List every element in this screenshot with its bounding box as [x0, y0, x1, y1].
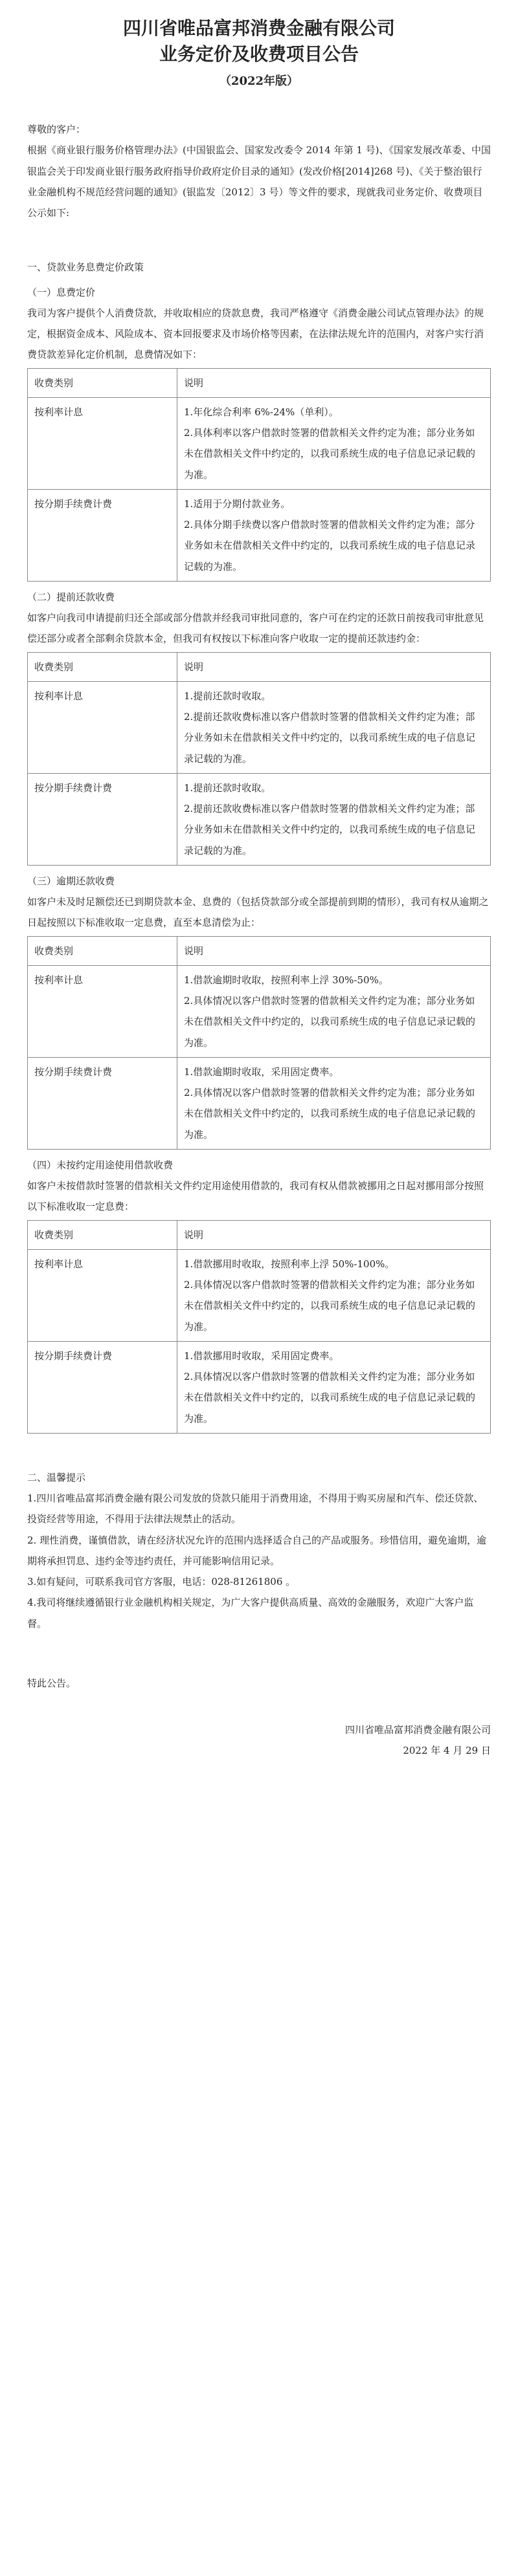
table-cell-category: 按分期手续费计费 [28, 773, 177, 865]
table-header-cell: 说明 [177, 368, 491, 397]
section-heading-tips: 二、温馨提示 [27, 1471, 86, 1483]
table-header-cell: 收费类别 [28, 1220, 177, 1249]
subheading-interest: （一）息费定价 [27, 286, 96, 298]
table-row [28, 681, 491, 773]
table-cell-description [177, 1341, 491, 1433]
table-line: 1.适用于分期付款业务。 [184, 497, 291, 510]
table-cell-description [177, 1249, 491, 1341]
table-header-row [28, 652, 491, 681]
signing-date: 2022 年 4 月 29 日 [403, 1745, 491, 1757]
signing-company: 四川省唯品富邦消费金融有限公司 [344, 1724, 491, 1736]
table-header-cell: 收费类别 [28, 368, 177, 397]
table-cell-category: 按利率计息 [28, 397, 177, 489]
prepayment-fee-table [27, 652, 491, 866]
subheading-overdue: （三）逾期还款收费 [27, 875, 115, 887]
table-row [28, 1249, 491, 1341]
table-line: 1.借款挪用时收取，采用固定费率。 [184, 1349, 339, 1362]
misuse-paragraph: 如客户未按借款时签署的借款相关文件约定用途使用借款的，我司有权从借款被挪用之日起对挪用部分按照以下标准收取一定息费： [27, 1180, 484, 1213]
overdue-paragraph: 如客户未及时足额偿还已到期贷款本金、息费的（包括贷款部分或全部提前到期的情形），我司有权从逾期之日起按照以下标准收取一定息费，直至本息清偿为止： [27, 896, 489, 929]
table-line: 2.具体情况以客户借款时签署的借款相关文件约定为准；部分业务如未在借款相关文件中约定的，以我司系统生成的电子信息记录记载的为准。 [184, 995, 476, 1049]
table-line: 2.具体情况以客户借款时签署的借款相关文件约定为准；部分业务如未在借款相关文件中约定的，以我司系统生成的电子信息记录记载的为准。 [184, 1279, 476, 1333]
closing-text: 特此公告。 [27, 1677, 76, 1689]
table-row [28, 773, 491, 865]
table-cell-category: 按利率计息 [28, 1249, 177, 1341]
table-cell-description [177, 489, 491, 581]
document-title: 业务定价及收费项目公告 [159, 43, 359, 65]
tip-item: 1.四川省唯品富邦消费金融有限公司发放的贷款只能用于消费用途，不得用于购买房屋和汽车、偿还贷款、投资经营等用途，不得用于法律法规禁止的活动。 [27, 1492, 484, 1525]
table-header-cell: 说明 [177, 1220, 491, 1249]
table-line: 2.具体利率以客户借款时签署的借款相关文件约定为准；部分业务如未在借款相关文件中约定的，以我司系统生成的电子信息记录记载的为准。 [184, 427, 476, 481]
table-line: 2.具体情况以客户借款时签署的借款相关文件约定为准；部分业务如未在借款相关文件中约定的，以我司系统生成的电子信息记录记载的为准。 [184, 1371, 476, 1424]
tip-item: 3.如有疑问，可联系我司官方客服，电话：028-81261806 。 [27, 1576, 296, 1588]
table-header-row [28, 368, 491, 397]
table-cell-description [177, 1057, 491, 1149]
table-header-row [28, 1220, 491, 1249]
overdue-fee-table [27, 936, 491, 1150]
version-label: （2022年版） [219, 74, 299, 88]
table-header-cell: 说明 [177, 936, 491, 965]
table-line: 1.借款挪用时收取，按照利率上浮 50%-100%。 [184, 1258, 395, 1270]
table-line: 2.具体情况以客户借款时签署的借款相关文件约定为准；部分业务如未在借款相关文件中约定的，以我司系统生成的电子信息记录记载的为准。 [184, 1087, 476, 1141]
table-header-row [28, 936, 491, 965]
table-line: 2.提前还款收费标准以客户借款时签署的借款相关文件约定为准；部分业务如未在借款相关文件中约定的，以我司系统生成的电子信息记录记载的为准。 [184, 711, 476, 765]
table-row [28, 1057, 491, 1149]
signature-block [27, 1719, 491, 1762]
table-line: 1.借款逾期时收取，采用固定费率。 [184, 1065, 339, 1078]
table-cell-description [177, 773, 491, 865]
table-cell-category: 按分期手续费计费 [28, 1341, 177, 1433]
table-line: 2.提前还款收费标准以客户借款时签署的借款相关文件约定为准；部分业务如未在借款相关文件中约定的，以我司系统生成的电子信息记录记载的为准。 [184, 803, 476, 857]
table-row [28, 965, 491, 1057]
interest-fee-table [27, 368, 491, 582]
table-row [28, 1341, 491, 1433]
intro-paragraph: 根据《商业银行服务价格管理办法》(中国银监会、国家发改委令 2014 年第 1 号)、《国家发展改革委、中国银监会关于印发商业银行服务政府指导价政府定价目录的通知》(发改价格[2014]268 号)、《关于整治银行业金融机构不规范经营问题的通知》(银监发〔2012〕3 号）等文件的要求，现就我司业务定价、收费项目公示如下: [27, 144, 491, 219]
tip-item: 2. 理性消费，谨慎借款，请在经济状况允许的范围内选择适合自己的产品或服务。珍惜信用，避免逾期，逾期将承担罚息、违约金等违约责任，并可能影响信用记录。 [27, 1534, 487, 1567]
table-row [28, 489, 491, 581]
tip-item: 4.我司将继续遵循银行业金融机构相关规定，为广大客户提供高质量、高效的金融服务，欢迎广大客户监督。 [27, 1597, 474, 1630]
table-header-cell: 说明 [177, 652, 491, 681]
table-cell-category: 按利率计息 [28, 681, 177, 773]
table-cell-description [177, 397, 491, 489]
table-line: 1.提前还款时收取。 [184, 690, 271, 702]
table-header-cell: 收费类别 [28, 652, 177, 681]
subheading-misuse: （四）未按约定用途使用借款收费 [27, 1159, 174, 1171]
table-cell-description [177, 965, 491, 1057]
greeting: 尊敬的客户： [27, 124, 86, 135]
table-row [28, 397, 491, 489]
misuse-fee-table [27, 1220, 491, 1434]
table-cell-category: 按利率计息 [28, 965, 177, 1057]
table-header-cell: 收费类别 [28, 936, 177, 965]
table-line: 1.年化综合利率 6%-24%（单利）。 [184, 406, 339, 418]
section-heading-pricing: 一、贷款业务息费定价政策 [27, 261, 144, 274]
table-cell-description [177, 681, 491, 773]
company-title: 四川省唯品富邦消费金融有限公司 [122, 17, 395, 39]
table-line: 1.借款逾期时收取，按照利率上浮 30%-50%。 [184, 974, 388, 986]
table-line: 2.具体分期手续费以客户借款时签署的借款相关文件约定为准；部分业务如未在借款相关文件中约定的，以我司系统生成的电子信息记录记载的为准。 [184, 519, 476, 573]
subheading-prepayment: （二）提前还款收费 [27, 591, 115, 603]
table-line: 1.提前还款时收取。 [184, 781, 271, 794]
table-cell-category: 按分期手续费计费 [28, 1057, 177, 1149]
interest-paragraph: 我司为客户提供个人消费贷款，并收取相应的贷款息费，我司严格遵守《消费金融公司试点管理办法》的规定，根据资金成本、风险成本、资本回报要求及市场价格等因素，在法律法规允许的范围内，对客户实行消费贷款差异化定价机制，息费情况如下： [27, 307, 484, 361]
table-cell-category: 按分期手续费计费 [28, 489, 177, 581]
prepayment-paragraph: 如客户向我司申请提前归还全部或部分借款并经我司审批同意的，客户可在约定的还款日前按我司审批意见偿还部分或者全部剩余贷款本金，但我司有权按以下标准向客户收取一定的提前还款违约金： [27, 612, 484, 645]
